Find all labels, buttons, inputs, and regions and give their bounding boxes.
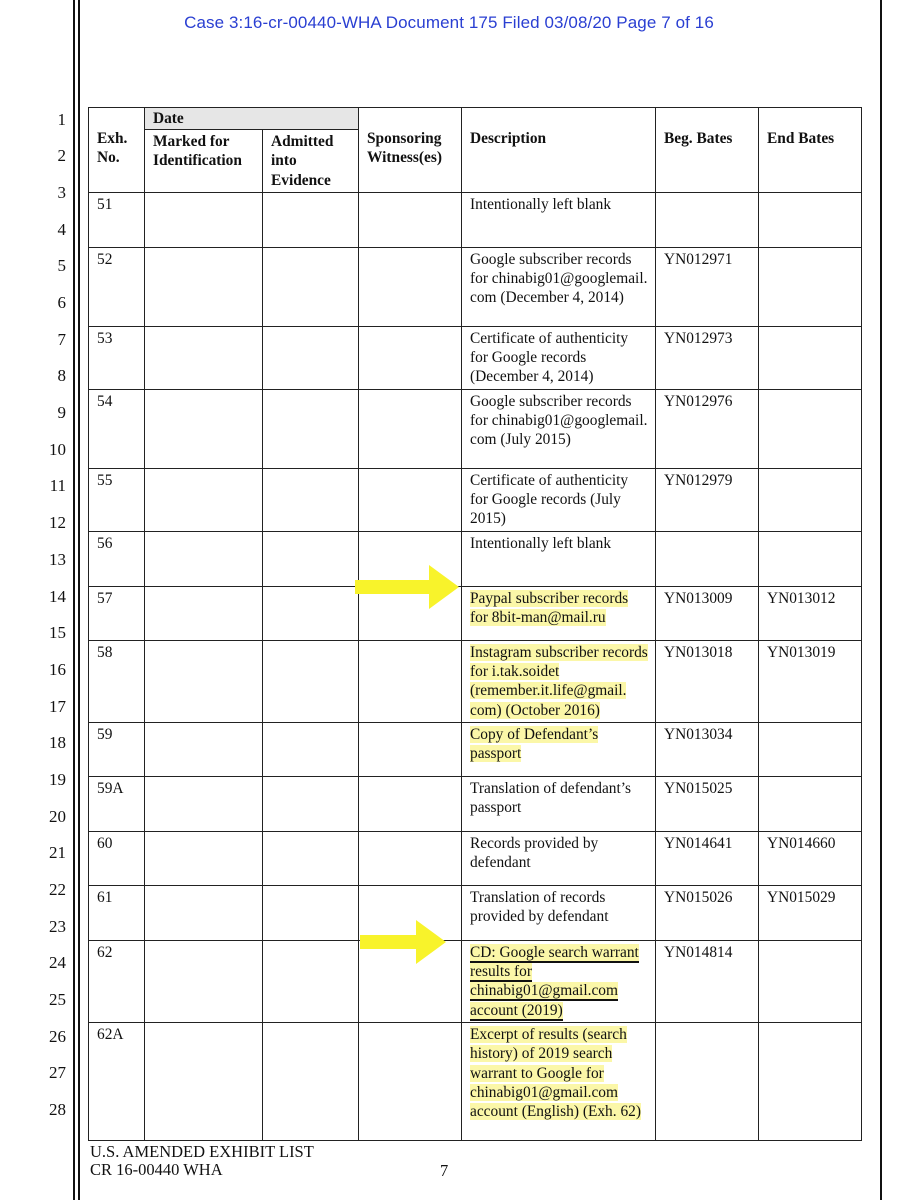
witness-cell (359, 326, 462, 389)
table-row (89, 468, 862, 531)
witness-cell (359, 389, 462, 468)
beg-bates-cell: YN012979 (656, 468, 759, 531)
end-bates-cell (759, 1023, 862, 1141)
line-number: 23 (49, 917, 66, 936)
admitted-cell (263, 247, 359, 326)
description-cell (462, 640, 656, 722)
marked-cell (145, 831, 263, 885)
line-number: 26 (49, 1027, 66, 1046)
table-row (89, 640, 862, 722)
description-highlighted: Instagram subscriber records for i.tak.soidet (remember.it.life@gmail. com) (October 2016) (470, 643, 648, 719)
witness-cell (359, 1023, 462, 1141)
end-bates-cell (759, 247, 862, 326)
witness-cell (359, 468, 462, 531)
line-number: 18 (49, 733, 66, 752)
exh-number: 53 (89, 326, 145, 389)
admitted-cell (263, 831, 359, 885)
line-number: 25 (49, 990, 66, 1009)
description-cell: Intentionally left blank (462, 192, 656, 247)
table-row (89, 389, 862, 468)
beg-bates-cell: YN013009 (656, 586, 759, 640)
marked-cell (145, 1023, 263, 1141)
exh-number: 58 (89, 640, 145, 722)
line-number: 11 (49, 476, 66, 495)
description-cell (462, 586, 656, 640)
right-arrow-icon (355, 563, 459, 611)
marked-cell (145, 192, 263, 247)
witness-cell (359, 831, 462, 885)
header-exh-no: Exh. No. (89, 108, 145, 193)
description-cell (462, 940, 656, 1022)
end-bates-cell: YN013019 (759, 640, 862, 722)
line-number: 17 (49, 697, 66, 716)
line-number: 13 (49, 550, 66, 569)
exh-number: 62A (89, 1023, 145, 1141)
end-bates-cell: YN014660 (759, 831, 862, 885)
description-cell: Certificate of authenticity for Google records (July 2015) (462, 468, 656, 531)
marked-cell (145, 722, 263, 776)
marked-cell (145, 468, 263, 531)
end-bates-cell (759, 940, 862, 1022)
table-row (89, 192, 862, 247)
beg-bates-cell (656, 531, 759, 586)
admitted-cell (263, 586, 359, 640)
beg-bates-cell (656, 192, 759, 247)
beg-bates-cell: YN013034 (656, 722, 759, 776)
line-number: 19 (49, 770, 66, 789)
witness-cell (359, 192, 462, 247)
end-bates-cell (759, 722, 862, 776)
right-margin-rule (880, 0, 882, 1200)
line-number: 12 (49, 513, 66, 532)
description-cell: Records provided by defendant (462, 831, 656, 885)
header-description: Description (462, 108, 656, 193)
exh-number: 55 (89, 468, 145, 531)
end-bates-cell (759, 326, 862, 389)
exh-number: 57 (89, 586, 145, 640)
end-bates-cell: YN013012 (759, 586, 862, 640)
admitted-cell (263, 722, 359, 776)
beg-bates-cell: YN015025 (656, 776, 759, 831)
line-number: 4 (57, 220, 66, 239)
beg-bates-cell: YN012973 (656, 326, 759, 389)
admitted-cell (263, 192, 359, 247)
end-bates-cell (759, 389, 862, 468)
header-marked-for-identification: Marked for Identification (145, 130, 263, 193)
marked-cell (145, 940, 263, 1022)
marked-cell (145, 247, 263, 326)
marked-cell (145, 586, 263, 640)
admitted-cell (263, 1023, 359, 1141)
line-number: 27 (49, 1063, 66, 1082)
description-highlighted: CD: Google search warrant results for chinabig01@gmail.com account (2019) (470, 943, 639, 1019)
beg-bates-cell (656, 1023, 759, 1141)
end-bates-cell (759, 192, 862, 247)
exh-number: 62 (89, 940, 145, 1022)
header-sponsoring-witness: Sponsoring Witness(es) (359, 108, 462, 193)
left-margin-rule-outer (73, 0, 75, 1200)
exh-number: 61 (89, 885, 145, 940)
line-number: 21 (49, 843, 66, 862)
description-cell: Translation of records provided by defendant (462, 885, 656, 940)
witness-cell (359, 776, 462, 831)
admitted-cell (263, 940, 359, 1022)
description-cell: Translation of defendant’s passport (462, 776, 656, 831)
line-number: 24 (49, 953, 66, 972)
footer-title: U.S. AMENDED EXHIBIT LIST (90, 1142, 314, 1161)
description-cell: Certificate of authenticity for Google records (December 4, 2014) (462, 326, 656, 389)
header-date-group: Date (145, 108, 359, 130)
marked-cell (145, 640, 263, 722)
beg-bates-cell: YN014641 (656, 831, 759, 885)
line-number: 16 (49, 660, 66, 679)
page-number: 7 (440, 1161, 449, 1180)
line-number: 8 (57, 366, 66, 385)
marked-cell (145, 531, 263, 586)
footer-case-number: CR 16-00440 WHA (90, 1160, 223, 1179)
left-margin-rule-inner (78, 0, 80, 1200)
exh-number: 56 (89, 531, 145, 586)
beg-bates-cell: YN012971 (656, 247, 759, 326)
exh-number: 59 (89, 722, 145, 776)
admitted-cell (263, 326, 359, 389)
line-number: 10 (49, 440, 66, 459)
admitted-cell (263, 468, 359, 531)
admitted-cell (263, 885, 359, 940)
exh-number: 60 (89, 831, 145, 885)
beg-bates-cell: YN013018 (656, 640, 759, 722)
description-cell: Intentionally left blank (462, 531, 656, 586)
end-bates-cell (759, 468, 862, 531)
table-row (89, 326, 862, 389)
table-row (89, 831, 862, 885)
right-arrow-icon (360, 918, 446, 966)
line-number: 20 (49, 807, 66, 826)
line-number: 6 (57, 293, 66, 312)
table-row (89, 586, 862, 640)
description-highlighted: Excerpt of results (search history) of 2019 search warrant to Google for chinabig01@gmail.com account (English) (Exh. 62) (470, 1026, 641, 1121)
line-number: 9 (57, 403, 66, 422)
exh-number: 52 (89, 247, 145, 326)
table-row (89, 722, 862, 776)
exh-number: 59A (89, 776, 145, 831)
description-cell: Google subscriber records for chinabig01@googlemail. com (July 2015) (462, 389, 656, 468)
line-number: 3 (57, 183, 66, 202)
table-row (89, 247, 862, 326)
table-row (89, 531, 862, 586)
line-number: 22 (49, 880, 66, 899)
description-cell: Google subscriber records for chinabig01@googlemail. com (December 4, 2014) (462, 247, 656, 326)
line-number: 15 (49, 623, 66, 642)
marked-cell (145, 776, 263, 831)
description-cell (462, 1023, 656, 1141)
line-number: 1 (57, 110, 66, 129)
marked-cell (145, 389, 263, 468)
header-end-bates: End Bates (759, 108, 862, 193)
marked-cell (145, 885, 263, 940)
table-row (89, 885, 862, 940)
exhibit-table (88, 107, 862, 1141)
header-beg-bates: Beg. Bates (656, 108, 759, 193)
line-number: 28 (49, 1100, 66, 1119)
header-admitted-into-evidence: Admitted into Evidence (263, 130, 359, 193)
case-header: Case 3:16-cr-00440-WHA Document 175 Filed 03/08/20 Page 7 of 16 (184, 13, 714, 32)
witness-cell (359, 722, 462, 776)
table-row (89, 940, 862, 1022)
admitted-cell (263, 776, 359, 831)
description-highlighted: Copy of Defendant’s passport (470, 725, 599, 763)
line-number: 7 (57, 330, 66, 349)
line-number: 5 (57, 256, 66, 275)
description-cell (462, 722, 656, 776)
table-row (89, 776, 862, 831)
end-bates-cell (759, 776, 862, 831)
exh-number: 54 (89, 389, 145, 468)
beg-bates-cell: YN012976 (656, 389, 759, 468)
end-bates-cell (759, 531, 862, 586)
line-number: 2 (57, 146, 66, 165)
end-bates-cell: YN015029 (759, 885, 862, 940)
witness-cell (359, 640, 462, 722)
line-number: 14 (49, 587, 66, 606)
beg-bates-cell: YN015026 (656, 885, 759, 940)
table-row (89, 1023, 862, 1141)
description-highlighted: Paypal subscriber records for 8bit-man@mail.ru (470, 589, 629, 626)
beg-bates-cell: YN014814 (656, 940, 759, 1022)
admitted-cell (263, 389, 359, 468)
document-footer (90, 1143, 314, 1179)
witness-cell (359, 247, 462, 326)
marked-cell (145, 326, 263, 389)
admitted-cell (263, 640, 359, 722)
admitted-cell (263, 531, 359, 586)
exh-number: 51 (89, 192, 145, 247)
